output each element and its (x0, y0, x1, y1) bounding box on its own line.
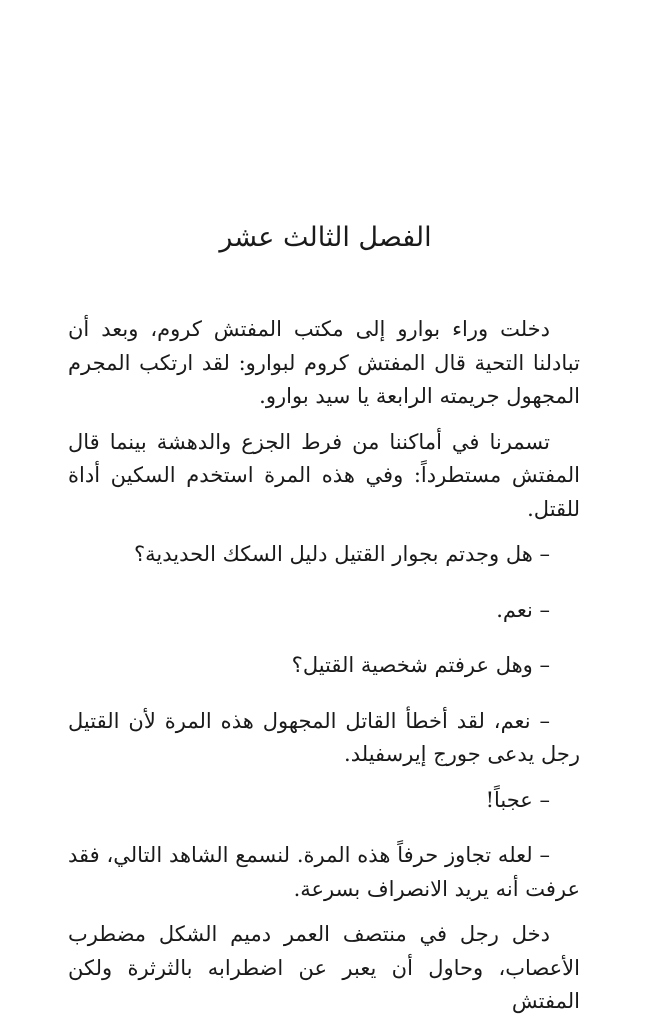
paragraph-intro: دخلت وراء بوارو إلى مكتب المفتش كروم، وبعد أن تبادلنا التحية قال المفتش كروم لبوارو: لقد ارتكب المجرم المجهول جريمته الرابعة يا سيد بوارو. (68, 317, 580, 408)
dialogue-line-question-guide: – هل وجدتم بجوار القتيل دليل السكك الحديدية؟ (133, 542, 550, 566)
dialogue-line-victim-name: – نعم، لقد أخطأ القاتل المجهول هذه المرة لأن القتيل رجل يدعى جورج إيرسفيلد. (68, 708, 580, 766)
dialogue-line-yes: – نعم. (496, 597, 550, 622)
dialogue-line-question-identity: – وهل عرفتم شخصية القتيل؟ (291, 653, 550, 677)
paragraph-shock: تسمرنا في أماكننا من فرط الجزع والدهشة بينما قال المفتش مستطرداً: وفي هذه المرة استخدم السكين أداة للقتل. (68, 429, 580, 521)
paragraph-witness-enters: دخل رجل في منتصف العمر دميم الشكل مضطرب الأعصاب، وحاول أن يعبر عن اضطرابه بالثرثرة ولكن المفتش (68, 922, 580, 1013)
chapter-title: الفصل الثالث عشر (219, 222, 432, 253)
dialogue-line-next-witness: – لعله تجاوز حرفاً هذه المرة. لنسمع الشاهد التالي، فقد عرفت أنه يريد الانصراف بسرعة. (68, 843, 580, 901)
dialogue-line-surprise: – عجباً! (485, 787, 550, 812)
chapter-body (68, 313, 580, 1031)
